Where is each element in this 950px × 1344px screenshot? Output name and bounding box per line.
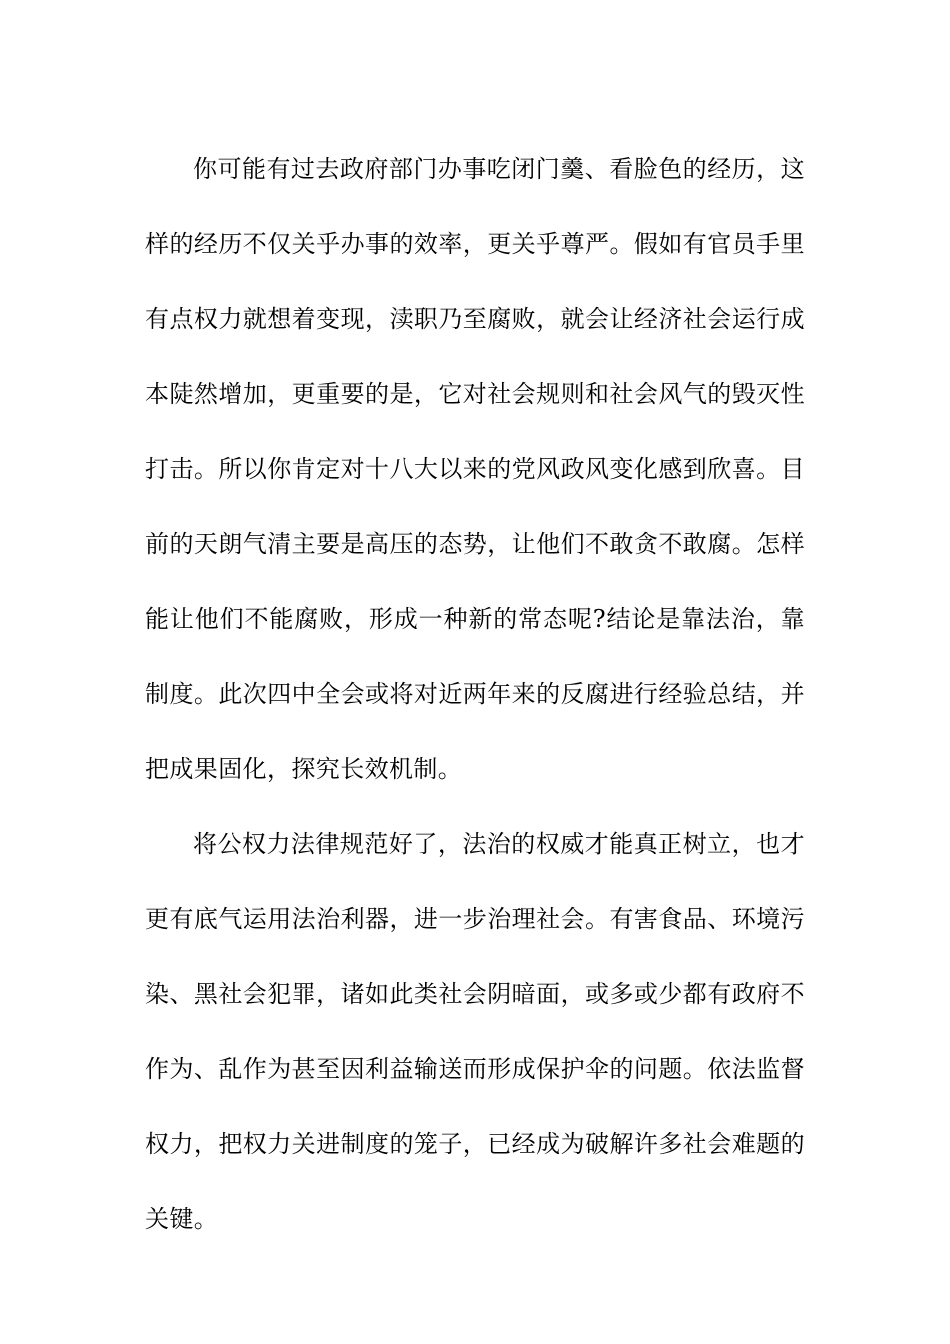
paragraph-2: 将公权力法律规范好了，法治的权威才能真正树立，也才更有底气运用法治利器，进一步治理社会。有害食品、环境污染、黑社会犯罪，诸如此类社会阴暗面，或多或少都有政府不作为、乱作为甚至因利益输送而形成保护伞的问题。依法监督权力，把权力关进制度的笼子，已经成为破解许多社会难题的关键。 [145, 830, 805, 1233]
paragraph-1: 你可能有过去政府部门办事吃闭门羹、看脸色的经历，这样的经历不仅关乎办事的效率，更关乎尊严。假如有官员手里有点权力就想着变现，渎职乃至腐败，就会让经济社会运行成本陡然增加，更重要的是，它对社会规则和社会风气的毁灭性打击。所以你肯定对十八大以来的党风政风变化感到欣喜。目前的天朗气清主要是高压的态势，让他们不敢贪不敢腐。怎样能让他们不能腐败，形成一种新的常态呢?结论是靠法治，靠制度。此次四中全会或将对近两年来的反腐进行经验总结，并把成果固化，探究长效机制。 [145, 155, 805, 783]
document-body [145, 132, 805, 1257]
